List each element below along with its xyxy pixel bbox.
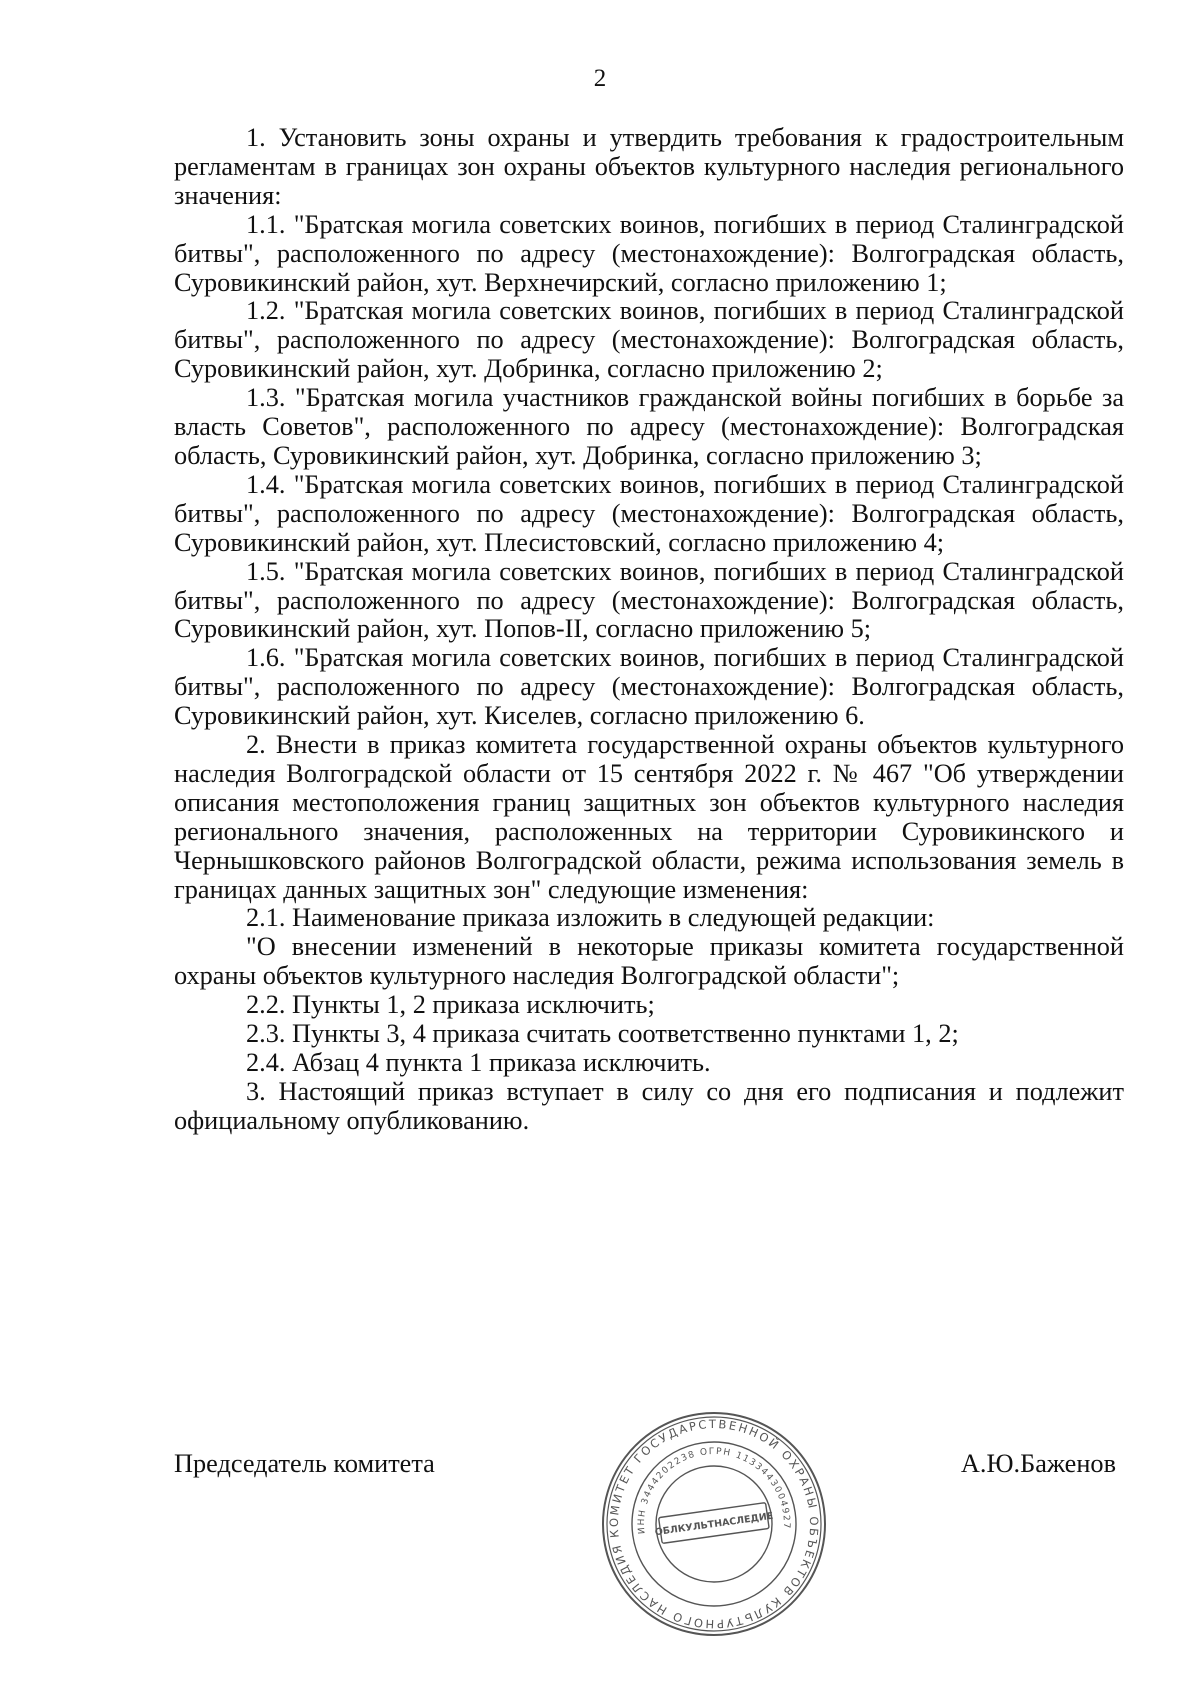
- document-body: [174, 124, 1124, 1136]
- seal-outer-text: КОМИТЕТ ГОСУДАРСТВЕННОЙ ОХРАНЫ ОБЪЕКТОВ КУЛЬТУРНОГО НАСЛЕДИЯ: [606, 1416, 822, 1632]
- paragraph-2-4: 2.4. Абзац 4 пункта 1 приказа исключить.: [246, 1048, 711, 1077]
- paragraph-2-2: 2.2. Пункты 1, 2 приказа исключить;: [246, 990, 655, 1020]
- signatory-position: Председатель комитета: [174, 1449, 435, 1478]
- signatory-name: А.Ю.Баженов: [960, 1449, 1116, 1478]
- paragraph-1-5: 1.5. "Братская могила советских воинов, погибших в период Сталинградской битвы", расположенного по адресу (местонахождение): Волгоградская область, Суровикинский район, хут. Попов-II, согласно приложению 5;: [174, 556, 1124, 644]
- paragraph-2-1: 2.1. Наименование приказа изложить в следующей редакции:: [246, 903, 935, 933]
- paragraph-1-1: 1.1. "Братская могила советских воинов, погибших в период Сталинградской битвы", расположенного по адресу (местонахождение): Волгоградская область, Суровикинский район, хут. Верхнечирский, согласно приложению 1;: [174, 209, 1124, 297]
- official-seal: [600, 1410, 828, 1638]
- paragraph-1-4: 1.4. "Братская могила советских воинов, погибших в период Сталинградской битвы", расположенного по адресу (местонахождение): Волгоградская область, Суровикинский район, хут. Плесистовский, согласно приложению 4;: [174, 469, 1124, 557]
- paragraph-2: 2. Внести в приказ комитета государственной охраны объектов культурного наследия Волгоградской области от 15 сентября 2022 г. № 467 "Об утверждении описания местоположения границ защитных зон объектов культурного наследия регионального значения, расположенных на территории Суровикинского и Чернышковского районов Волгоградской области, режима использования земель в границах данных защитных зон" следующие изменения:: [174, 730, 1124, 904]
- page-number: 2: [593, 65, 607, 92]
- paragraph-3: 3. Настоящий приказ вступает в силу со дня его подписания и подлежит официальному опубликованию.: [174, 1076, 1124, 1135]
- paragraph-1-2: 1.2. "Братская могила советских воинов, погибших в период Сталинградской битвы", расположенного по адресу (местонахождение): Волгоградская область, Суровикинский район, хут. Добринка, согласно приложению 2;: [174, 296, 1124, 384]
- paragraph-1-3: 1.3. "Братская могила участников гражданской войны погибших в борьбе за власть Советов", расположенного по адресу (местонахождение): Волгоградская область, Суровикинский район, хут. Добринка, согласно приложению 3;: [174, 383, 1124, 470]
- paragraph-2-1-new-title: "О внесении изменений в некоторые приказы комитета государственной охраны объектов культурного наследия Волгоградской области";: [174, 932, 1124, 991]
- paragraph-1: 1. Установить зоны охраны и утвердить требования к градостроительным регламентам в границах зон охраны объектов культурного наследия регионального значения:: [174, 123, 1124, 210]
- seal-inner-text: ИНН 3444202238 ОГРН 1133443004927: [636, 1446, 792, 1535]
- paragraph-1-6: 1.6. "Братская могила советских воинов, погибших в период Сталинградской битвы", расположенного по адресу (местонахождение): Волгоградская область, Суровикинский район, хут. Киселев, согласно приложению 6.: [174, 643, 1124, 731]
- paragraph-2-3: 2.3. Пункты 3, 4 приказа считать соответственно пунктами 1, 2;: [246, 1019, 959, 1049]
- seal-center-text: ОБЛКУЛЬТНАСЛЕДИЕ: [654, 1510, 774, 1539]
- seal-graphic: [600, 1410, 828, 1638]
